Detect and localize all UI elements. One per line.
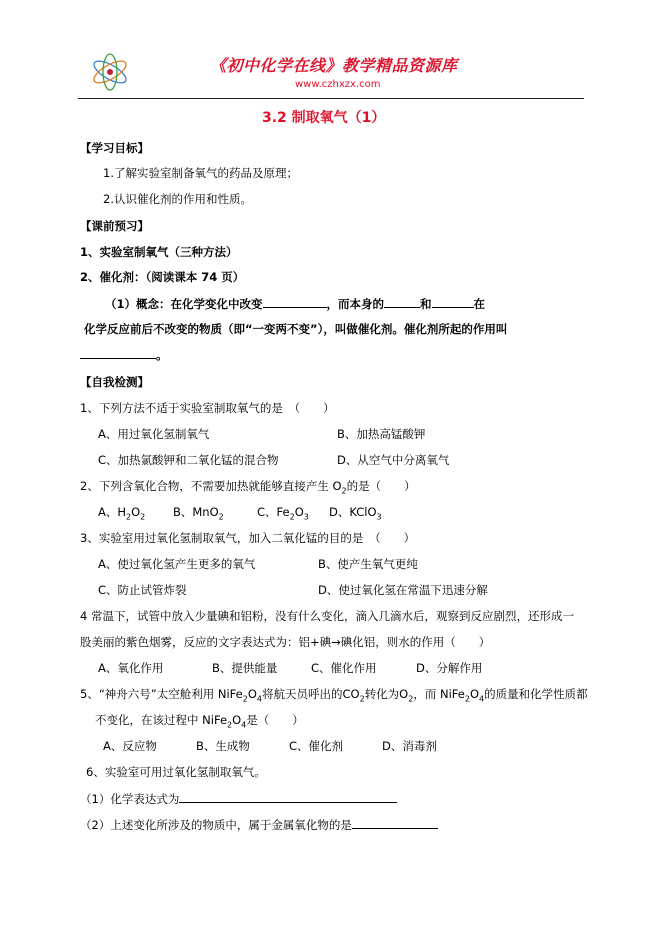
option-text: C、Fe [257,505,290,519]
subscript: 3 [376,512,382,522]
option-text: D、KClO [329,505,377,519]
q5-text: 的质量和化学性质都 [484,687,588,701]
q5-text: ，而 NiFe [413,687,465,701]
q2-option-c[interactable] [257,504,309,520]
q6-part1 [80,790,397,807]
selftest-heading: 【自我检测】 [80,375,149,389]
subscript: 2 [464,694,470,704]
q5-option-b[interactable]: B、生成物 [196,739,250,753]
goals-heading: 【学习目标】 [80,141,149,155]
subscript: 4 [241,720,247,730]
preview-concept-line3 [80,346,168,363]
option-text: O [131,505,141,519]
subscript: 2 [408,694,414,704]
subscript: 2 [289,512,295,522]
q4-stem-line2: 股美丽的紫色烟雾，反应的文字表达式为：铝+碘→碘化铝，则水的作用（ ） [80,635,491,649]
q5-text: O [232,713,242,727]
q4-option-a[interactable]: A、氧化作用 [98,661,164,675]
option-text: O [294,505,304,519]
header-divider [78,98,584,99]
q5-text: 将航天员呼出的CO [262,687,360,701]
preview-concept-line1 [105,295,485,312]
q2-option-a[interactable] [98,504,145,520]
q3-stem: 3、实验室用过氧化氢制取氧气，加入二氧化锰的目的是 （ ） [80,531,416,545]
q1-stem: 1、下列方法不适于实验室制取氧气的是 （ ） [80,401,335,415]
fill-blank[interactable] [432,295,474,308]
subscript: 2 [359,694,365,704]
goal-item: 1.了解实验室制备氧气的药品及原理； [103,166,298,180]
q5-stem-line1 [80,686,588,702]
goal-item: 2.认识催化剂的作用和性质。 [103,192,252,206]
q1-option-a[interactable]: A、用过氧化氢制氧气 [98,427,210,441]
subscript: 2 [218,512,224,522]
q6-part2-text: （2）上述变化所涉及的物质中，属于金属氧化物的是 [80,818,352,832]
subscript: 2 [140,512,146,522]
header-logo [88,52,132,92]
concept-text-b: ，而本身的 [326,297,385,311]
page-title: 3.2 制取氧气（1） [262,110,386,126]
preview-concept-line2: 化学反应前后不改变的物质（即“一变两不变”），叫做催化剂。催化剂所起的作用叫 [84,322,508,336]
preview-q2: 2、催化剂：（阅读课本 74 页） [80,270,245,284]
q2-option-b[interactable] [173,504,224,520]
q1-option-b[interactable]: B、加热高锰酸钾 [337,427,426,441]
concept-text-d: 在 [473,297,486,311]
q4-stem-line1: 4 常温下，试管中放入少量碘和铝粉，没有什么变化，滴入几滴水后，观察到反应剧烈，还形成一 [80,609,574,623]
q2-option-d[interactable] [329,504,382,520]
q5-text: O [247,687,257,701]
preview-q1: 1、实验室制氧气（三种方法） [80,245,238,259]
q4-option-b[interactable]: B、提供能量 [212,661,278,675]
q3-option-b[interactable]: B、使产生氧气更纯 [318,557,418,571]
subscript: 4 [256,694,262,704]
concept-text-a: （1）概念：在化学变化中改变 [105,297,263,311]
q5-text: 不变化，在该过程中 NiFe [95,713,228,727]
q2-stem-text: 的是（ ） [346,479,416,493]
subscript: 2 [227,720,233,730]
concept-end: 。 [156,348,168,362]
atom-logo-icon [88,52,132,92]
q5-option-d[interactable]: D、消毒剂 [382,739,437,753]
q3-option-c[interactable]: C、防止试管炸裂 [98,583,187,597]
subscript: 2 [341,486,347,496]
q6-stem: 6、实验室可用过氧化氢制取氧气。 [86,765,266,779]
q4-option-d[interactable]: D、分解作用 [416,661,483,675]
option-text: A、H [98,505,127,519]
header-logo-url: www.czhxzx.com [295,79,381,90]
concept-text-c: 和 [420,297,432,311]
fill-blank[interactable] [384,295,420,308]
fill-blank[interactable] [263,295,327,308]
q5-option-a[interactable]: A、反应物 [103,739,157,753]
fill-blank[interactable] [80,346,156,359]
subscript: 4 [479,694,485,704]
subscript: 3 [303,512,309,522]
q5-option-c[interactable]: C、催化剂 [289,739,344,753]
q6-part1-text: （1）化学表达式为 [80,792,180,806]
q3-option-d[interactable]: D、使过氧化氢在常温下迅速分解 [318,583,488,597]
q2-stem-text: 2、下列含氧化合物，不需要加热就能够直接产生 O [80,479,342,493]
option-text: B、MnO [173,505,219,519]
subscript: 2 [126,512,132,522]
q6-part2 [80,816,438,833]
q1-option-d[interactable]: D、从空气中分离氧气 [337,453,450,467]
fill-blank[interactable] [352,816,438,829]
q4-option-c[interactable]: C、催化作用 [311,661,377,675]
q5-text: O [469,687,480,701]
fill-blank[interactable] [179,790,397,803]
header-logo-title: 《初中化学在线》教学精品资源库 [210,56,458,75]
q5-text: 转化为O [364,687,409,701]
q5-stem-line2 [95,712,304,728]
q5-text: 5、“神舟六号”太空舱利用 NiFe [80,687,243,701]
q1-option-c[interactable]: C、加热氯酸钾和二氧化锰的混合物 [98,453,279,467]
preview-heading: 【课前预习】 [80,219,149,233]
q3-option-a[interactable]: A、使过氧化氢产生更多的氧气 [98,557,256,571]
subscript: 2 [242,694,248,704]
q2-stem [80,478,416,494]
q5-text: 是（ ） [246,713,304,727]
